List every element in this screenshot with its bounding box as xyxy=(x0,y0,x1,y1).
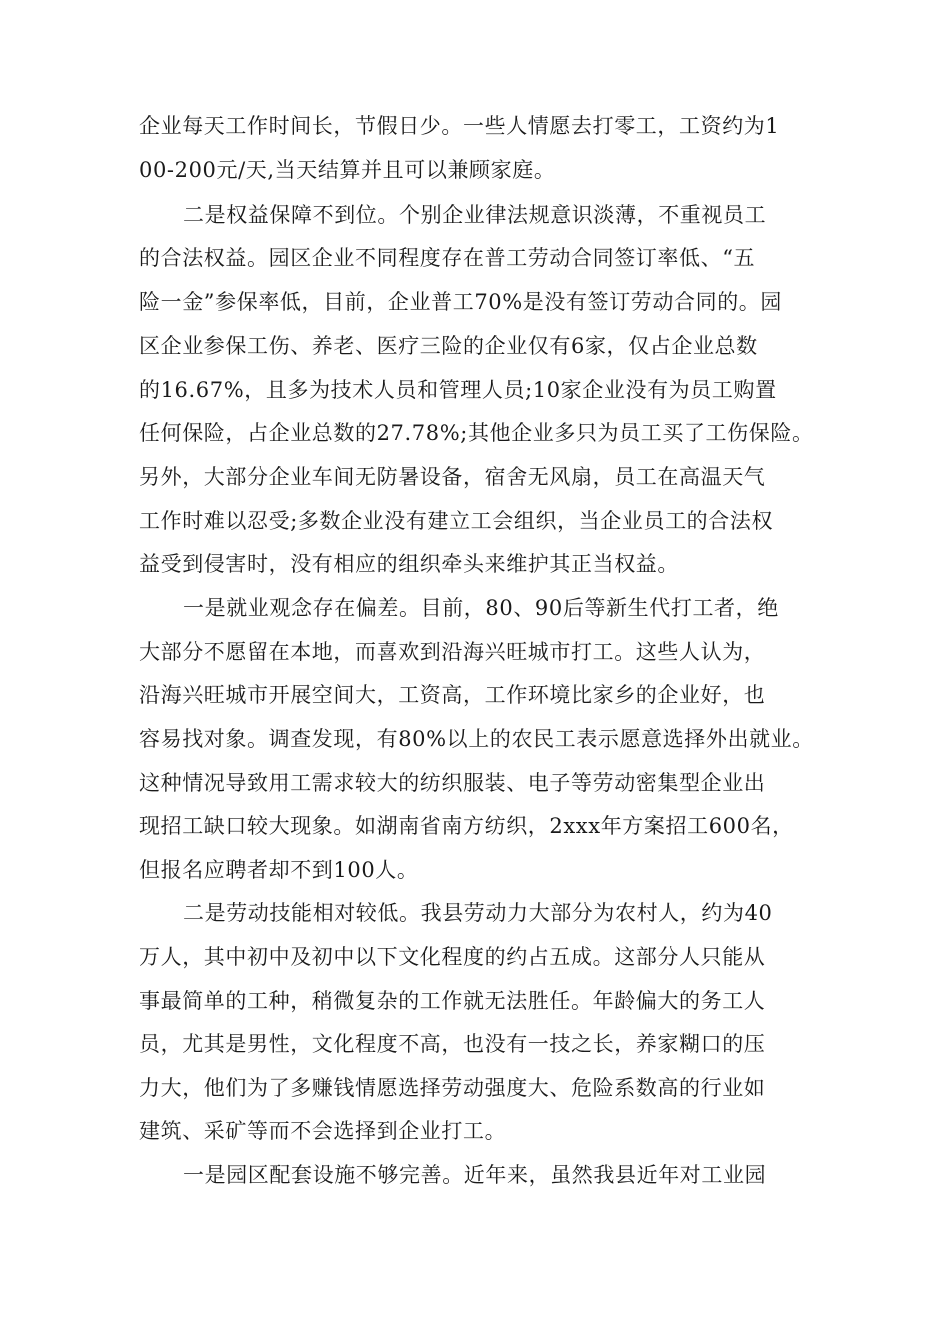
text-line: 事最简单的工种，稍微复杂的工作就无法胜任。年龄偏大的务工人 xyxy=(139,989,766,1013)
text-line: 但报名应聘者却不到100人。 xyxy=(139,858,419,882)
text-line: 益受到侵害时，没有相应的组织牵头来维护其正当权益。 xyxy=(139,552,679,576)
text-line: 工作时难以忍受;多数企业没有建立工会组织，当企业员工的合法权 xyxy=(139,509,774,533)
text-line: 万人，其中初中及初中以下文化程度的约占五成。这部分人只能从 xyxy=(139,945,766,969)
text-line: 这种情况导致用工需求较大的纺织服装、电子等劳动密集型企业出 xyxy=(139,771,766,795)
text-line: 的16.67%，且多为技术人员和管理人员;10家企业没有为员工购置 xyxy=(139,378,777,402)
text-line: 建筑、采矿等而不会选择到企业打工。 xyxy=(139,1119,507,1143)
text-line: 任何保险，占企业总数的27.78%;其他企业多只为员工买了工伤保险。 xyxy=(139,421,814,445)
text-line: 企业每天工作时间长，节假日少。一些人情愿去打零工，工资约为1 xyxy=(139,114,780,138)
paragraph-start-line: 二是权益保障不到位。个别企业律法规意识淡薄，不重视员工 xyxy=(183,203,767,227)
paragraph-start-line: 二是劳动技能相对较低。我县劳动力大部分为农村人，约为40 xyxy=(183,901,773,925)
text-line: 区企业参保工伤、养老、医疗三险的企业仅有6家，仅占企业总数 xyxy=(139,334,758,358)
text-line: 另外，大部分企业车间无防暑设备，宿舍无风扇，员工在高温天气 xyxy=(139,465,766,489)
paragraph-start-line: 一是园区配套设施不够完善。近年来，虽然我县近年对工业园 xyxy=(183,1163,767,1187)
text-line: 00-200元/天,当天结算并且可以兼顾家庭。 xyxy=(139,158,556,182)
text-line: 力大，他们为了多赚钱情愿选择劳动强度大、危险系数高的行业如 xyxy=(139,1076,766,1100)
text-line: 现招工缺口较大现象。如湖南省南方纺织，2xxx年方案招工600名， xyxy=(139,814,794,838)
text-line: 沿海兴旺城市开展空间大，工资高，工作环境比家乡的企业好，也 xyxy=(139,683,766,707)
text-line: 的合法权益。园区企业不同程度存在普工劳动合同签订率低、“五 xyxy=(139,246,756,270)
text-line: 员，尤其是男性，文化程度不高，也没有一技之长，养家糊口的压 xyxy=(139,1032,766,1056)
paragraph-start-line: 一是就业观念存在偏差。目前，80、90后等新生代打工者，绝 xyxy=(183,596,779,620)
text-line: 大部分不愿留在本地，而喜欢到沿海兴旺城市打工。这些人认为， xyxy=(139,640,766,664)
text-line: 容易找对象。调查发现，有80%以上的农民工表示愿意选择外出就业。 xyxy=(139,727,814,751)
text-line: 险一金”参保率低，目前，企业普工70%是没有签订劳动合同的。园 xyxy=(139,290,783,314)
